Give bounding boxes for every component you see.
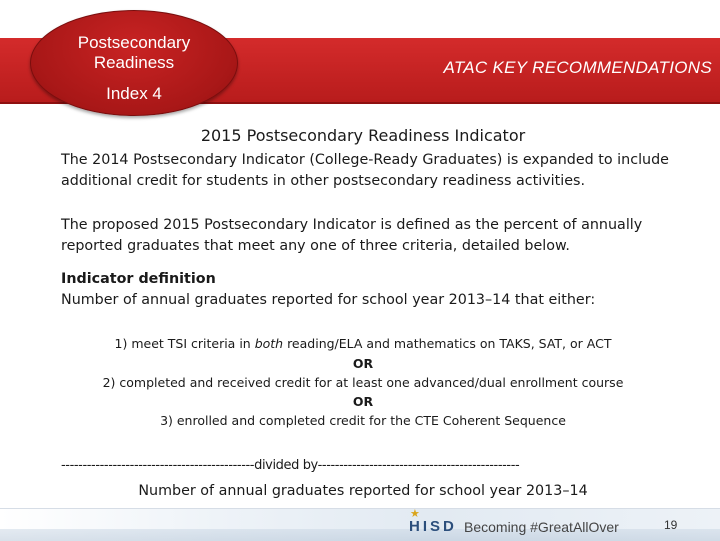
footer-tagline: Becoming #GreatAllOver	[464, 519, 619, 535]
denominator-text: Number of annual graduates reported for school year 2013–14	[138, 483, 588, 499]
indicator-definition-title: Indicator definition	[61, 271, 216, 287]
section-badge	[30, 10, 238, 116]
definition-paragraph: The proposed 2015 Postsecondary Indicator is defined as the percent of annually reported graduates that meet any one of three criteria, detailed below.	[61, 217, 643, 254]
badge-line-1: Postsecondary	[77, 33, 191, 52]
badge-line-3: Index 4	[106, 84, 162, 103]
intro-paragraph: The 2014 Postsecondary Indicator (College-Ready Graduates) is expanded to include additional credit for students in other postsecondary readiness activities.	[61, 152, 669, 189]
divided-by-line: ---------------------------------------------divided by-----------------------------------------------	[61, 458, 520, 473]
hisd-logo: HISD	[409, 518, 457, 535]
criterion-2: 2) completed and received credit for at least one advanced/dual enrollment course	[102, 375, 624, 390]
badge-line-2: Readiness	[93, 53, 175, 72]
slide-heading: 2015 Postsecondary Readiness Indicator	[200, 126, 526, 145]
criterion-1-post: reading/ELA and mathematics on TAKS, SAT, or ACT	[283, 336, 612, 351]
or-separator-1: OR	[352, 356, 374, 371]
banner-title: ATAC KEY RECOMMENDATIONS	[443, 58, 712, 77]
criterion-1	[0, 336, 720, 351]
criterion-1-pre: 1) meet TSI criteria in	[114, 336, 255, 351]
page-number: 19	[664, 518, 678, 532]
star-icon: ★	[410, 507, 420, 520]
criterion-1-emphasis: both	[254, 336, 284, 351]
indicator-definition-text: Number of annual graduates reported for school year 2013–14 that either:	[61, 292, 596, 308]
or-separator-2: OR	[352, 394, 374, 409]
criterion-3: 3) enrolled and completed credit for the CTE Coherent Sequence	[160, 413, 566, 428]
